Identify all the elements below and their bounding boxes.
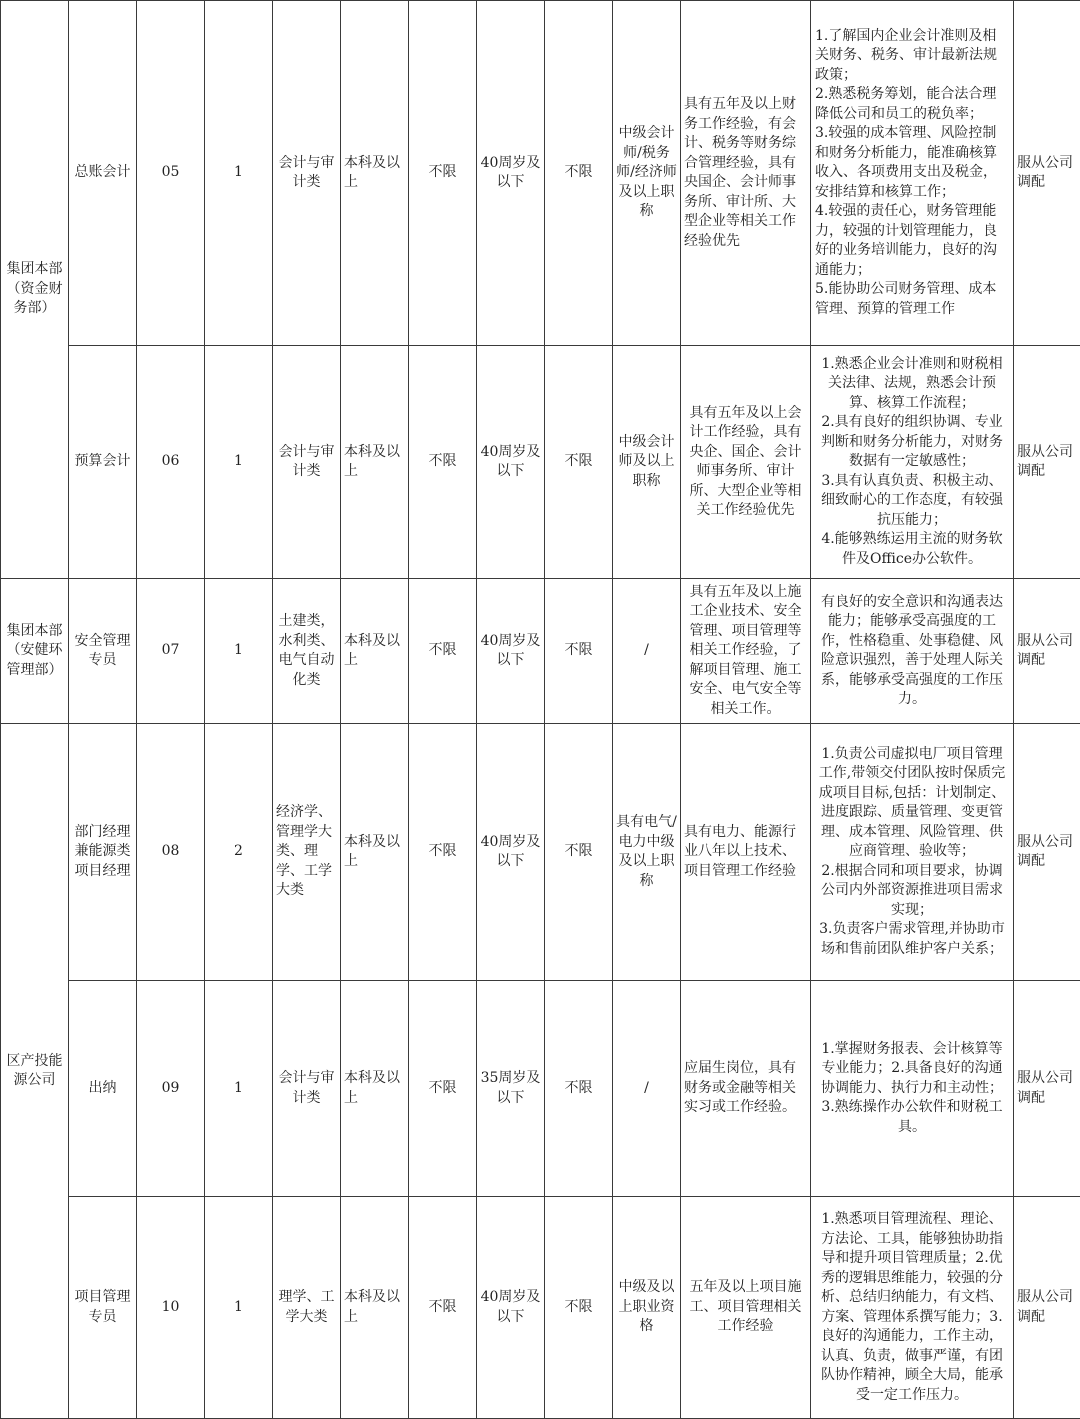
gender-cell: 不限 [409,1197,477,1419]
requirements-cell [811,579,1014,724]
age-cell: 40周岁及以下 [477,346,545,579]
requirement-line: 1.掌握财务报表、会计核算等专业能力；2.具备良好的沟通协调能力、执行力和主动性；3.熟练操作办公软件和财税工具。 [815,1040,1009,1138]
count-cell: 1 [205,981,273,1197]
table-row [1,724,1080,981]
experience-cell: 具有五年及以上财务工作经验，有会计、税务等财务综合管理经验，具有央国企、会计师事务所、审计所、大型企业等相关工作经验优先 [681,1,811,346]
requirements-cell [811,1197,1014,1419]
age-cell: 40周岁及以下 [477,1197,545,1419]
experience-cell: 具有电力、能源行业八年以上技术、项目管理工作经验 [681,724,811,981]
position-cell: 总账会计 [69,1,137,346]
requirement-line: 4.较强的责任心，财务管理能力，较强的计划管理能力，良好的业务培训能力，良好的沟通能力； [815,202,1009,280]
requirement-line: 3.负责客户需求管理,并协助市场和售前团队维护客户关系； [815,920,1009,959]
count-cell: 1 [205,1197,273,1419]
requirement-line: 3.具有认真负责、积极主动、细致耐心的工作态度，有较强抗压能力； [815,472,1009,531]
title-cell: 中级会计师及以上职称 [613,346,681,579]
requirement-line: 2.具有良好的组织协调、专业判断和财务分析能力，对财务数据有一定敏感性； [815,413,1009,472]
remark-cell: 服从公司调配 [1014,1197,1080,1419]
count-cell: 1 [205,579,273,724]
major-cell: 土建类，水利类、电气自动化类 [273,579,341,724]
remark-cell: 服从公司调配 [1014,724,1080,981]
requirement-line: 2.熟悉税务筹划，能合法合理降低公司和员工的税负率； [815,85,1009,124]
political-cell: 不限 [545,579,613,724]
experience-cell: 具有五年及以上会计工作经验，具有央企、国企、会计师事务所、审计所、大型企业等相关工作经验优先 [681,346,811,579]
political-cell: 不限 [545,346,613,579]
age-cell: 40周岁及以下 [477,579,545,724]
remark-cell: 服从公司调配 [1014,346,1080,579]
title-cell: 中级会计师/税务师/经济师及以上职称 [613,1,681,346]
requirements-cell [811,1,1014,346]
experience-cell: 具有五年及以上施工企业技术、安全管理、项目管理等相关工作经验，了解项目管理、施工安全、电气安全等相关工作。 [681,579,811,724]
age-cell: 40周岁及以下 [477,1,545,346]
table-row [1,1197,1080,1419]
political-cell: 不限 [545,981,613,1197]
remark-cell: 服从公司调配 [1014,579,1080,724]
gender-cell: 不限 [409,579,477,724]
political-cell: 不限 [545,1197,613,1419]
major-cell: 理学、工学大类 [273,1197,341,1419]
gender-cell: 不限 [409,981,477,1197]
code-cell: 05 [137,1,205,346]
code-cell: 09 [137,981,205,1197]
position-cell: 项目管理专员 [69,1197,137,1419]
education-cell: 本科及以上 [341,724,409,981]
count-cell: 1 [205,346,273,579]
gender-cell: 不限 [409,1,477,346]
title-cell: / [613,981,681,1197]
table-row [1,981,1080,1197]
dept-cell: 集团本部（安健环管理部） [1,579,69,724]
major-cell: 会计与审计类 [273,1,341,346]
count-cell: 2 [205,724,273,981]
remark-cell: 服从公司调配 [1014,981,1080,1197]
major-cell: 经济学、管理学大类、理学、工学大类 [273,724,341,981]
title-cell: 具有电气/电力中级及以上职称 [613,724,681,981]
major-cell: 会计与审计类 [273,981,341,1197]
table-row [1,1,1080,346]
experience-cell: 五年及以上项目施工、项目管理相关工作经验 [681,1197,811,1419]
code-cell: 08 [137,724,205,981]
table-row [1,579,1080,724]
requirement-line: 2.根据合同和项目要求，协调公司内外部资源推进项目需求实现； [815,862,1009,921]
table-row [1,346,1080,579]
requirement-line: 4.能够熟练运用主流的财务软件及Office办公软件。 [815,530,1009,569]
position-cell: 预算会计 [69,346,137,579]
title-cell: / [613,579,681,724]
count-cell: 1 [205,1,273,346]
political-cell: 不限 [545,724,613,981]
dept-cell: 区产投能源公司 [1,724,69,1419]
title-cell: 中级及以上职业资格 [613,1197,681,1419]
education-cell: 本科及以上 [341,981,409,1197]
gender-cell: 不限 [409,724,477,981]
position-cell: 出纳 [69,981,137,1197]
requirement-line: 5.能协助公司财务管理、成本管理、预算的管理工作 [815,280,1009,319]
major-cell: 会计与审计类 [273,346,341,579]
requirement-line: 3.较强的成本管理、风险控制和财务分析能力，能准确核算收入、各项费用支出及税金，安排结算和核算工作； [815,124,1009,202]
gender-cell: 不限 [409,346,477,579]
requirement-line: 1.熟悉企业会计准则和财税相关法律、法规，熟悉会计预算、核算工作流程； [815,355,1009,414]
requirements-cell [811,346,1014,579]
position-cell: 部门经理兼能源类项目经理 [69,724,137,981]
dept-cell: 集团本部（资金财务部） [1,1,69,579]
education-cell: 本科及以上 [341,579,409,724]
requirement-line: 1.熟悉项目管理流程、理论、方法论、工具，能够独协助指导和提升项目管理质量；2.优秀的逻辑思维能力，较强的分析、总结归纳能力，有文档、方案、管理体系撰写能力；3.良好的沟通能力，工作主动，认真、负责，做事严谨，有团队协作精神，顾全大局，能承受一定工作压力。 [815,1210,1009,1405]
requirements-cell [811,981,1014,1197]
remark-cell: 服从公司调配 [1014,1,1080,346]
education-cell: 本科及以上 [341,346,409,579]
education-cell: 本科及以上 [341,1197,409,1419]
requirement-line: 1.了解国内企业会计准则及相关财务、税务、审计最新法规政策； [815,27,1009,86]
code-cell: 10 [137,1197,205,1419]
code-cell: 07 [137,579,205,724]
code-cell: 06 [137,346,205,579]
requirement-line: 1.负责公司虚拟电厂项目管理工作,带领交付团队按时保质完成项目目标,包括：计划制定、进度跟踪、质量管理、变更管理、成本管理、风险管理、供应商管理、验收等； [815,745,1009,862]
requirements-cell [811,724,1014,981]
age-cell: 35周岁及以下 [477,981,545,1197]
political-cell: 不限 [545,1,613,346]
position-cell: 安全管理专员 [69,579,137,724]
age-cell: 40周岁及以下 [477,724,545,981]
experience-cell: 应届生岗位，具有财务或金融等相关实习或工作经验。 [681,981,811,1197]
requirement-line: 有良好的安全意识和沟通表达能力；能够承受高强度的工作，性格稳重、处事稳健、风险意识强烈，善于处理人际关系，能够承受高强度的工作压力。 [815,593,1009,710]
education-cell: 本科及以上 [341,1,409,346]
